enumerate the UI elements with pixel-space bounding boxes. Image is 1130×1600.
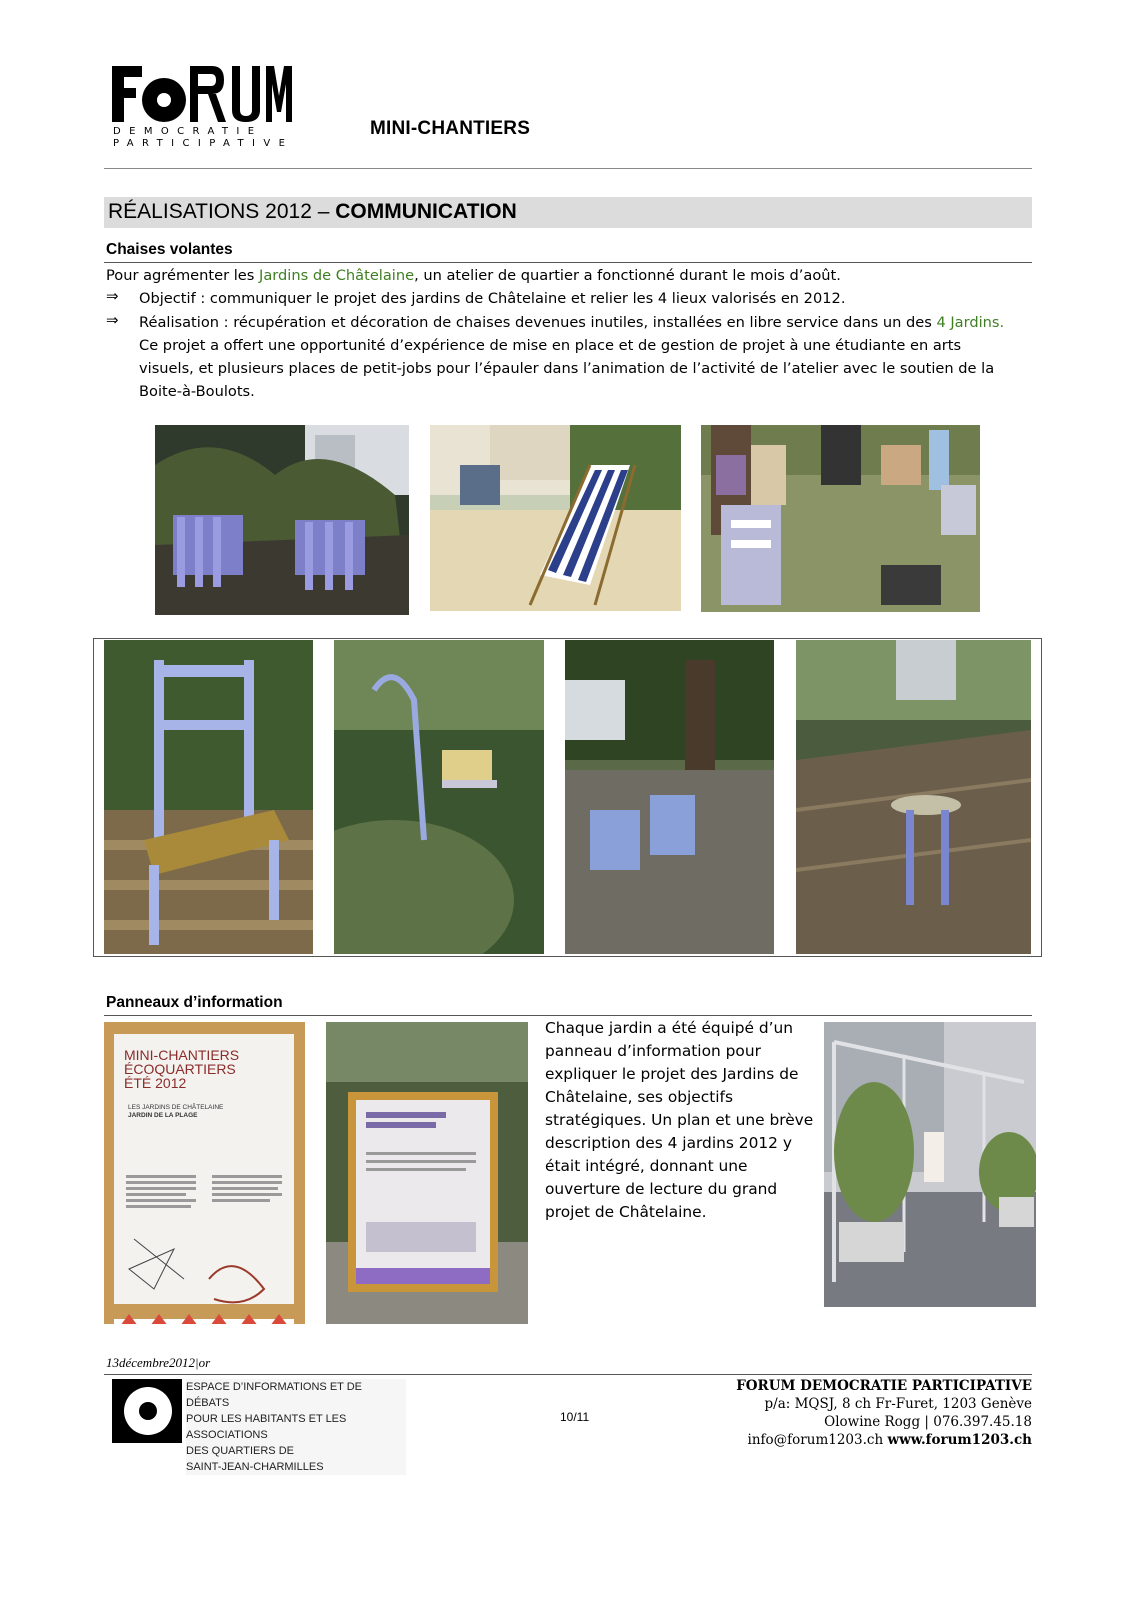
- chaises-heading: Chaises volantes: [106, 241, 233, 258]
- photo-info-panel-garden: [326, 1022, 528, 1324]
- photo-deckchair-sand: [430, 425, 681, 611]
- footer-address: p/a: MQSJ, 8 ch Fr-Furet, 1203 Genève: [764, 1396, 1032, 1412]
- panneaux-text-line: Châtelaine, ses objectifs: [545, 1088, 733, 1106]
- footer-left-line: SAINT-JEAN-CHARMILLES: [186, 1461, 324, 1473]
- photo-stool-pallet-deck: [796, 640, 1031, 954]
- photo-chair-painting-workshop: [701, 425, 980, 612]
- poster-subtitle-line2: JARDIN DE LA PLAGE: [128, 1112, 198, 1119]
- footer-email-link[interactable]: info@forum1203.ch: [747, 1432, 884, 1448]
- intro-text-end: , un atelier de quartier a fonctionné durant le mois d’août.: [414, 267, 841, 284]
- panneaux-text-line: stratégiques. Un plan et une brève: [545, 1111, 814, 1129]
- header-divider: [104, 168, 1032, 169]
- panneaux-description: [545, 1017, 813, 1224]
- panneaux-text-line: projet de Châtelaine.: [545, 1203, 707, 1221]
- footer-web-line: [736, 1431, 1032, 1449]
- poster-title-line2: ÉCOQUARTIERS: [124, 1061, 236, 1077]
- footer-website-link[interactable]: www.forum1203.ch: [887, 1432, 1032, 1448]
- panneaux-text-line: Chaque jardin a été équipé d’un: [545, 1019, 794, 1037]
- panneaux-divider: [104, 1015, 1032, 1016]
- jardins-link[interactable]: Jardins de Châtelaine: [259, 267, 415, 284]
- chaises-intro: [106, 264, 841, 287]
- footer-org-name: FORUM DEMOCRATIE PARTICIPATIVE: [736, 1378, 1032, 1394]
- logo-subtitle-line2: PARTICIPATIVE: [113, 138, 294, 149]
- poster-board: [114, 1034, 294, 1304]
- photo-chairs-foliage: [334, 640, 544, 954]
- photo-chairs-under-tree: [565, 640, 774, 954]
- bullet-realisation: [139, 311, 1034, 403]
- poster-subtitle: [128, 1104, 223, 1120]
- realisation-line4: Boite-à-Boulots.: [139, 383, 255, 400]
- poster-title-line3: ÉTÉ 2012: [124, 1075, 187, 1091]
- logo-subtitle-line1: DEMOCRATIE: [113, 126, 263, 137]
- bullet-arrow-icon: ⇒: [106, 311, 119, 329]
- panneaux-heading: Panneaux d’information: [106, 994, 283, 1011]
- section-title: [108, 199, 517, 225]
- chaises-divider: [104, 262, 1032, 263]
- forum-o-logo: [112, 1379, 182, 1443]
- forum-logo: [112, 66, 292, 124]
- poster-title: [124, 1048, 239, 1090]
- page-number: 10/11: [560, 1410, 590, 1424]
- section-title-bold: COMMUNICATION: [335, 200, 517, 223]
- photo-blue-chairs-garden: [155, 425, 409, 615]
- realisation-line2: Ce projet a offert une opportunité d’expérience de mise en place et de gestion de projet à une étudiante en arts: [139, 337, 962, 354]
- footer-left-line: POUR LES HABITANTS ET LES ASSOCIATIONS: [186, 1413, 347, 1441]
- panneaux-text-line: panneau d’information pour: [545, 1042, 761, 1060]
- 4-jardins-link[interactable]: 4 Jardins.: [936, 314, 1005, 331]
- photo-info-panel-plage: [104, 1022, 305, 1324]
- photo-info-panel-structure: [824, 1022, 1036, 1307]
- bullet-objectif: Objectif : communiquer le projet des jardins de Châtelaine et relier les 4 lieux valorisés en 2012.: [139, 290, 846, 307]
- footer-left-line: DES QUARTIERS DE: [186, 1445, 294, 1457]
- panneaux-text-line: expliquer le projet des Jardins de: [545, 1065, 799, 1083]
- panneaux-text-line: ouverture de lecture du grand: [545, 1180, 778, 1198]
- panneaux-text-line: était intégré, donnant une: [545, 1157, 748, 1175]
- bullet-arrow-icon: ⇒: [106, 287, 119, 305]
- panneaux-text-line: description des 4 jardins 2012 y: [545, 1134, 792, 1152]
- realisation-line3: visuels, et plusieurs places de petit-jobs pour l’épauler dans l’animation de l’activité de l’atelier avec le soutien de la: [139, 360, 995, 377]
- footer-org-description: [186, 1379, 406, 1475]
- intro-text: Pour agrémenter les: [106, 267, 260, 284]
- realisation-text: Réalisation : récupération et décoration de chaises devenues inutiles, installées en libre service dans un des: [139, 314, 937, 331]
- poster-title-line1: MINI-CHANTIERS: [124, 1047, 240, 1063]
- photo-blue-chair-pallet: [104, 640, 313, 954]
- footer-divider: [104, 1374, 1032, 1375]
- section-title-prefix: RÉALISATIONS 2012 –: [108, 200, 336, 223]
- page-title: MINI-CHANTIERS: [370, 118, 531, 139]
- footer-left-line: ESPACE D’INFORMATIONS ET DE DÉBATS: [186, 1381, 363, 1409]
- realisation-line1: [139, 311, 1034, 334]
- logo-subtitle: [113, 126, 293, 150]
- poster-body-graphic: [114, 1124, 294, 1324]
- footer-date: 13décembre2012|or: [106, 1355, 211, 1370]
- footer-contact: [736, 1377, 1032, 1449]
- footer-phone: Olowine Rogg | 076.397.45.18: [824, 1414, 1032, 1430]
- poster-subtitle-line1: LES JARDINS DE CHÂTELAINE: [128, 1104, 224, 1111]
